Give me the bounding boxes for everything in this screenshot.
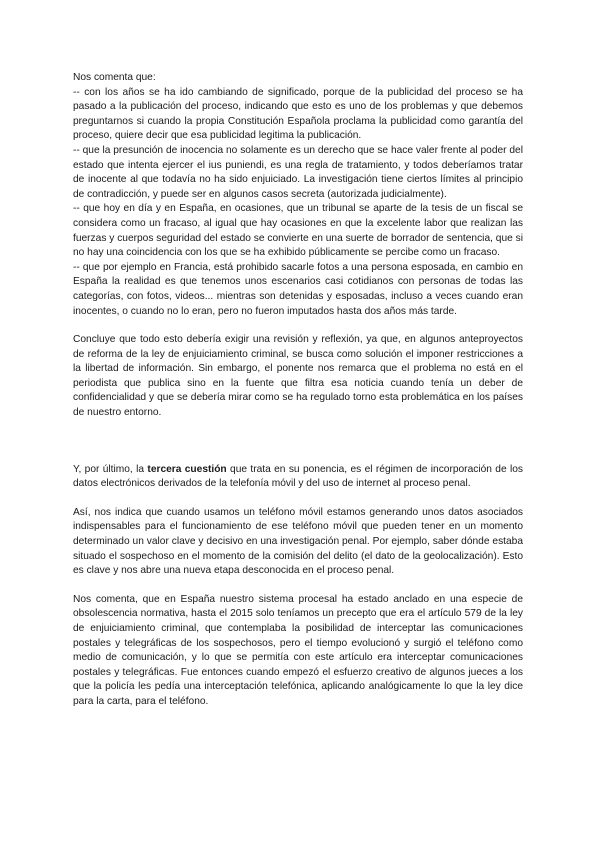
bullet-item-publicity: -- con los años se ha ido cambiando de significado, porque de la publicidad del proceso se ha pasado a la publicación del proceso, indicando que esto es uno de los problemas y que debemos preguntarnos si cuando la propia Constitución Española proclama la publicidad como garantía del proceso, quiere decir que esa publicidad legitima la publicación. [73,86,523,142]
conclusion-paragraph: Concluye que todo esto debería exigir una revisión y reflexión, ya que, en algunos anteproyectos de reforma de la ley de enjuiciamiento criminal, se busca como solución el imponer restricciones a la libertad de información. Sin embargo, el ponente nos remarca que el problema no está en el periodista que publica sino en la fuente que filtra esa noticia cuando tenía un deber de confidencialidad y que se debería mirar como se ha regulado torno esta problemática en los países de nuestro entorno. [73,334,523,419]
bullet-item-tribunal: -- que hoy en día y en España, en ocasiones, que un tribunal se aparte de la tesis de un fiscal se considera como un fracaso, al igual que hay ocasiones en que la excelente labor que realizan las fuerzas y cuerpos seguridad del estado se convierte en una suerte de borrador de sentencia, que si no hay una coincidencia con los que se ha exhibido públicamente se percibe como un fracaso. [73,203,523,259]
legal-framework-paragraph: Nos comenta, que en España nuestro sistema procesal ha estado anclado en una especie de obsolescencia normativa, hasta el 2015 solo teníamos un precepto que era el artículo 579 de la ley de enjuiciamiento criminal, que contemplaba la posibilidad de interceptar las comunicaciones postales y telegráficas de los sospechosos, pero el tiempo evolucionó y surgió el teléfono como medio de comunicación, y lo que se permitía con este artículo era interceptar comunicaciones postales y telegráficas. Fue entonces cuando empezó el esfuerzo creativo de algunos jueces a los que la policía les pedía una interceptación telefónica, aplicando analógicamente lo que la ley dice para la carta, para el teléfono. [73,593,523,707]
third-question-text-after: que trata en su ponencia, es el régimen de incorporación de los datos electrónicos derivados de la telefonía móvil y del uso de internet al proceso penal. [73,463,523,490]
third-question-text-before: Y, por último, la [73,463,148,475]
third-question-paragraph [73,463,523,492]
bullet-item-presumption: -- que la presunción de inocencia no solamente es un derecho que se hace valer frente al poder del estado que intenta ejercer el ius puniendi, es una regla de tratamiento, y todos deberíamos tratar de inocente al que todavía no ha sido enjuiciado. La investigación tiene ciertos límites al principio de contradicción, y puede ser en algunos casos secreta (autorizada judicialmente). [73,144,523,200]
intro-line: Nos comenta que: [73,72,156,83]
document-page [73,71,523,710]
bullet-item-france: -- que por ejemplo en Francia, está prohibido sacarle fotos a una persona esposada, en cambio en España la realidad es que tenemos unos escenarios casi cotidianos con personas de todas las categorías, con fotos, videos... mientras son detenidas y esposadas, incluso a veces cuando eran inocentes, o cuando no lo eran, pero no fueron imputados hasta dos años más tarde. [73,261,523,317]
third-question-bold: tercera cuestión [147,463,227,475]
phone-data-paragraph: Así, nos indica que cuando usamos un teléfono móvil estamos generando unos datos asociados indispensables para el funcionamiento de ese teléfono móvil que pueden tener en un momento determinado un valor clave y decisivo en una investigación penal. Por ejemplo, saber dónde estaba situado el sospechoso en el momento de la comisión del delito (el dato de la geolocalización). Esto es clave y nos abre una nueva etapa desconocida en el proceso penal. [73,506,523,577]
